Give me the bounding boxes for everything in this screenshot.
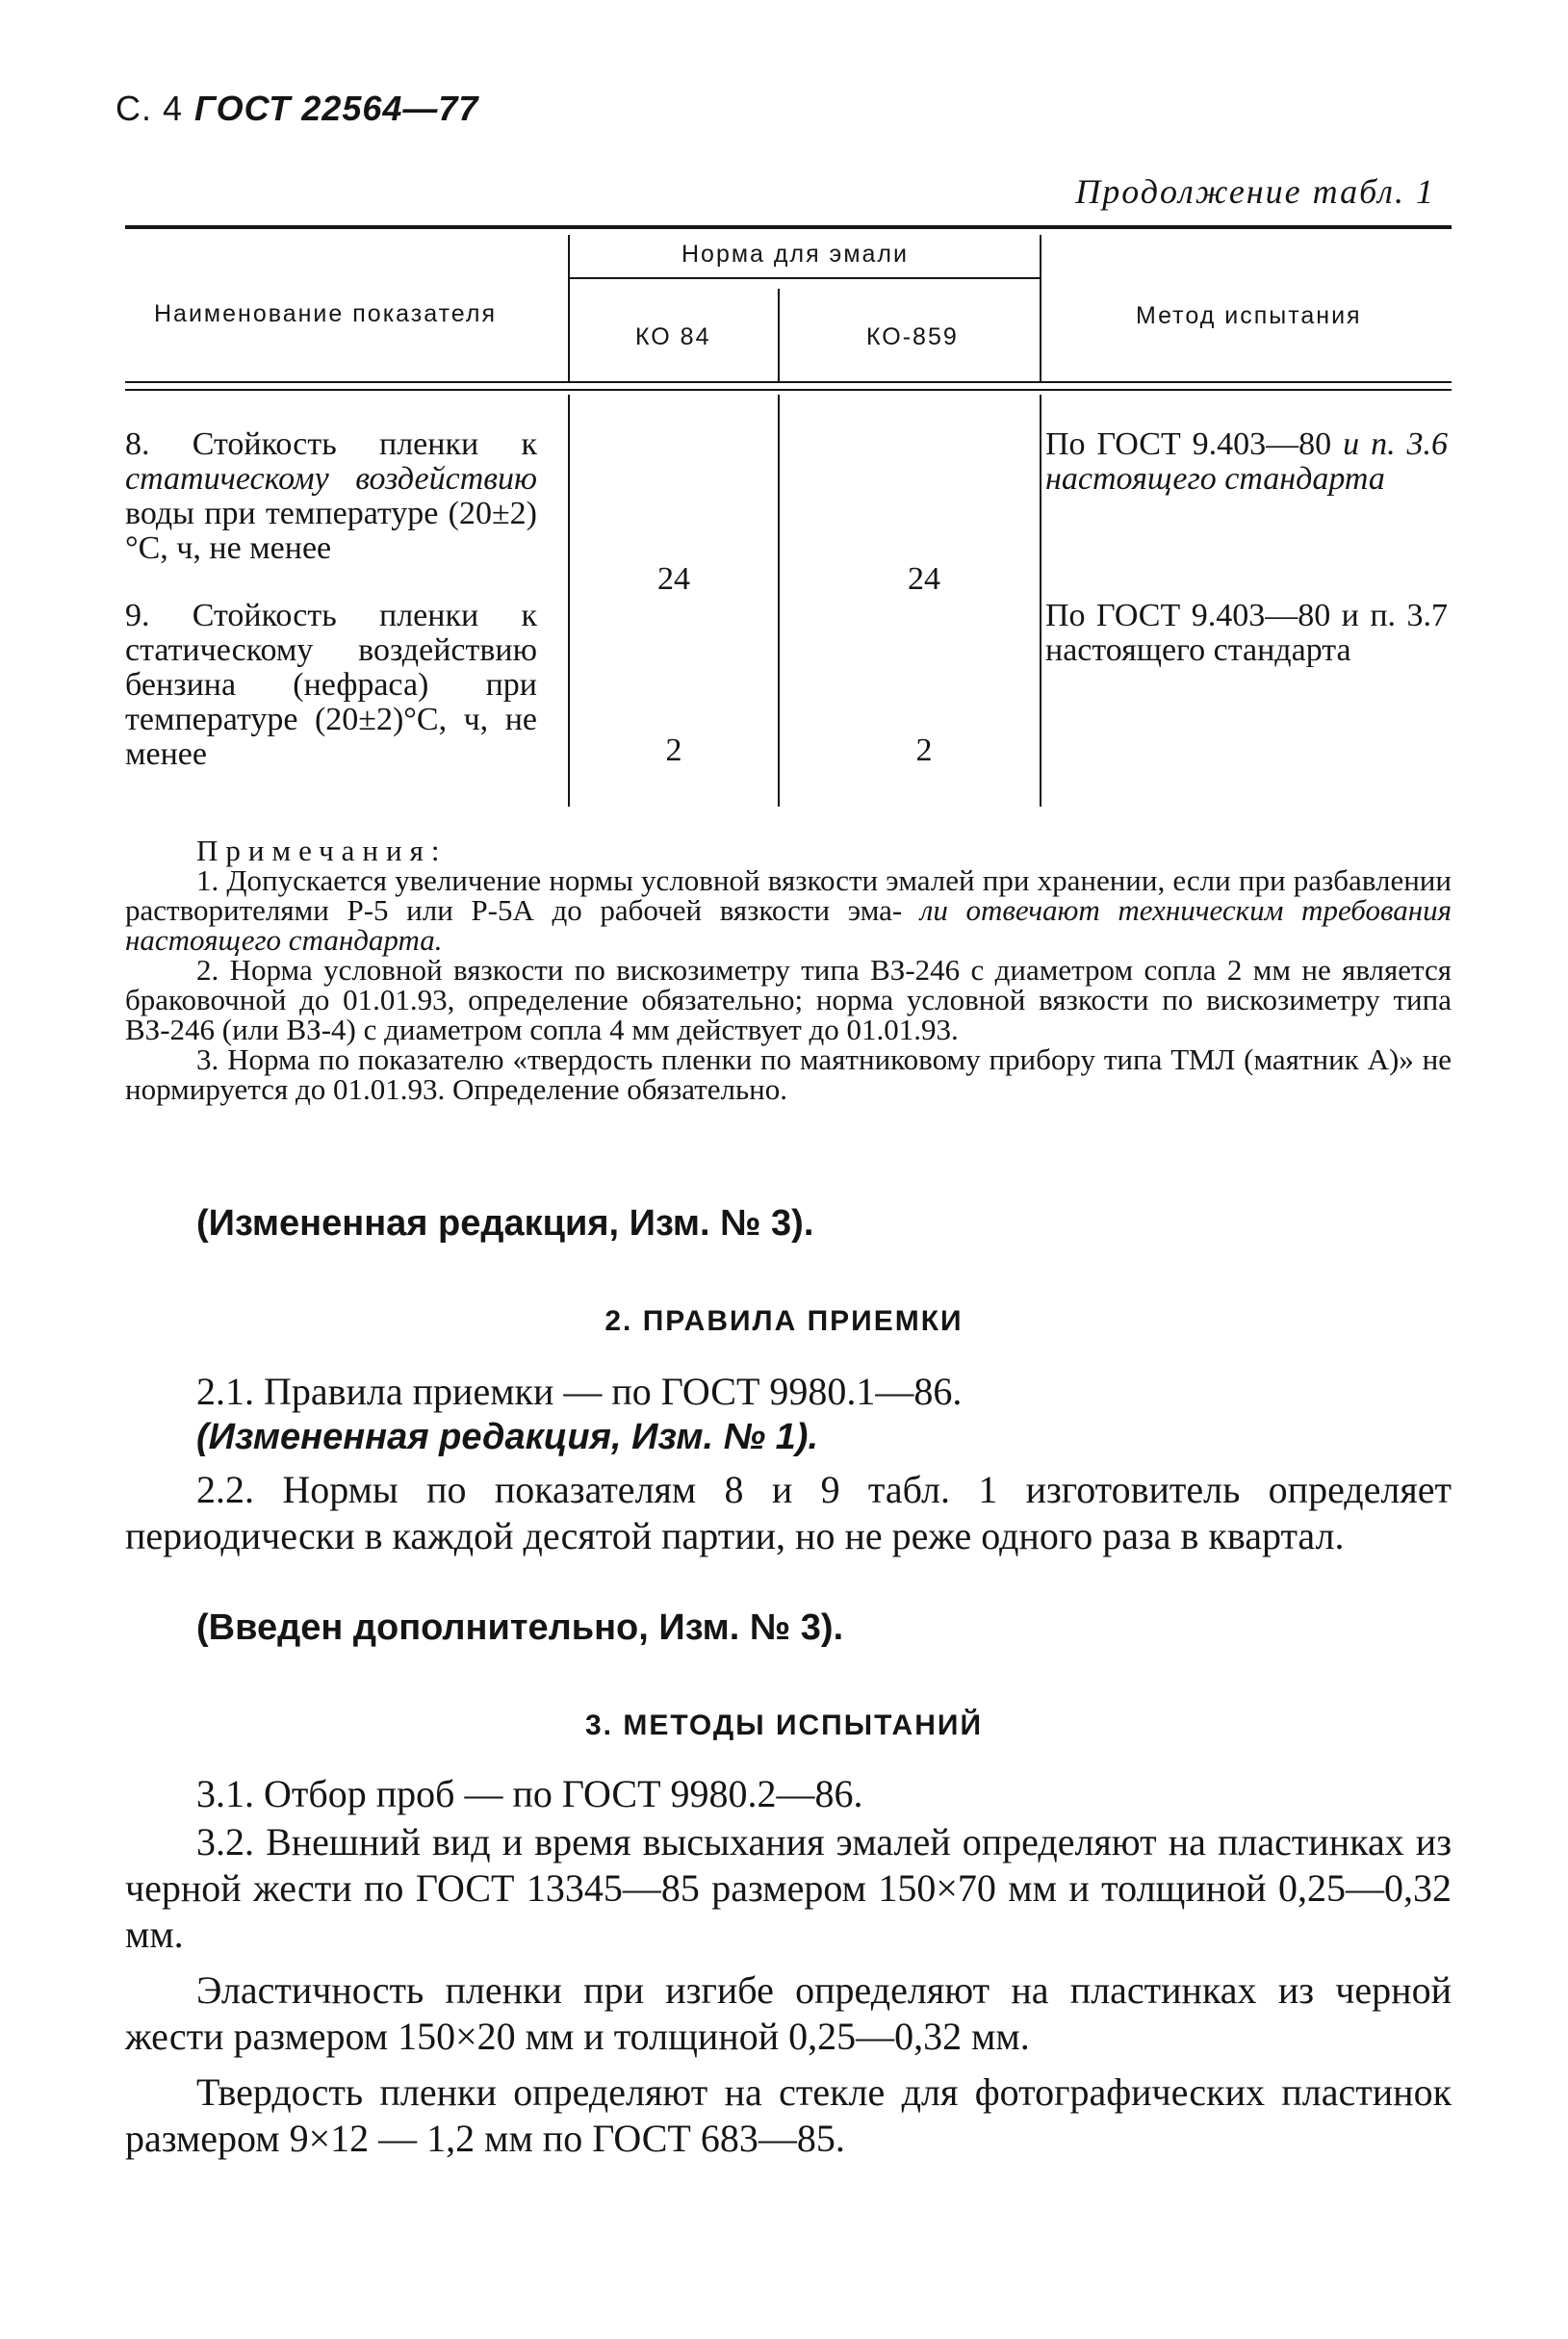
paragraph-2-1 (125, 1369, 1452, 1415)
table-header-rule-2 (125, 389, 1452, 391)
note-1-part-a: 1. Допускается увеличение нормы условной вязкости эмалей при хранении, если при разбавлении растворителями Р-5 или Р-5А до рабочей вязкости эма- (125, 863, 1452, 927)
paragraph-3-1 (125, 1771, 1452, 1817)
table-header-indicator: Наименование показателя (154, 300, 497, 327)
indicator-8-part-b: статическому воздействию (125, 461, 537, 497)
table-header-ko859: КО-859 (866, 323, 959, 350)
table-row-8-ko84: 24 (657, 561, 690, 597)
amendment-note-2: (Измененная редакция, Изм. № 1). (196, 1417, 819, 1457)
paragraph-elasticity (125, 1967, 1452, 2060)
paragraph-elasticity-text: Эластичность пленки при изгибе определяют на пластинках из черной жести размером 150×20 мм и толщиной 0,25—0,32 мм. (125, 1968, 1452, 2058)
page-number: С. 4 (116, 89, 184, 128)
table-notes (125, 835, 1452, 1104)
table-header-rule-1 (125, 381, 1452, 383)
note-3: 3. Норма по показателю «твердость пленки по маятниковому прибору типа ТМЛ (маятник А)» не нормируется до 01.01.93. Определение обязательно. (125, 1042, 1452, 1106)
table-header-method: Метод испытания (1136, 302, 1362, 329)
table-body-divider-1 (568, 395, 570, 807)
section-3-heading: 3. МЕТОДЫ ИСПЫТАНИЙ (585, 1709, 983, 1741)
table-row-9-ko84: 2 (665, 733, 682, 768)
note-2: 2. Норма условной вязкости по вискозиметру типа ВЗ-246 с диаметром сопла 2 мм не является браковочной до 01.01.93, определение обязательно; норма условной вязкости по вискозиметру типа ВЗ-246 (или ВЗ-4) с диаметром сопла 4 мм действует до 01.01.93. (125, 953, 1452, 1046)
table-row-8-indicator (125, 427, 537, 566)
table-row-9-ko859: 2 (915, 733, 933, 768)
table-header-norm: Норма для эмали (681, 241, 909, 268)
table-row-9-indicator: 9. Стойкость пленки к статическому воздействию бензина (нефраса) при температуре (20±2)°С, ч, не менее (125, 598, 537, 772)
paragraph-3-1-text: 3.1. Отбор проб — по ГОСТ 9980.2—86. (196, 1772, 863, 1815)
table-top-rule (125, 225, 1452, 229)
table-row-8-method (1045, 427, 1448, 497)
indicator-8-part-a: 8. Стойкость пленки к (125, 426, 537, 462)
table-header-ko84: КО 84 (635, 323, 711, 350)
table-row-8-ko859: 24 (908, 561, 940, 597)
note-1-part-b: ли отвечают техническим требования настоящего стандарта. (125, 893, 1452, 957)
paragraph-3-2 (125, 1819, 1452, 1958)
table-row-9-method: По ГОСТ 9.403—80 и п. 3.7 настоящего стандарта (1045, 598, 1448, 668)
standard-number: ГОСТ 22564—77 (194, 89, 479, 128)
table-column-divider-2 (778, 289, 780, 381)
table-body-divider-2 (778, 395, 780, 807)
running-header (116, 89, 478, 129)
paragraph-hardness-text: Твердость пленки определяют на стекле для фотографических пластинок размером 9×12 — 1,2 мм по ГОСТ 683—85. (125, 2070, 1452, 2160)
notes-title: Примечания: (196, 834, 448, 867)
paragraph-2-1-text: 2.1. Правила приемки — по ГОСТ 9980.1—86. (196, 1370, 963, 1413)
table-body-divider-3 (1040, 395, 1041, 807)
paragraph-2-2-text: 2.2. Нормы по показателям 8 и 9 табл. 1 изготовитель определяет периодически в каждой десятой партии, но не реже одного раза в квартал. (125, 1468, 1452, 1557)
paragraph-hardness (125, 2069, 1452, 2162)
amendment-note-1: (Измененная редакция, Изм. № 3). (196, 1203, 814, 1244)
method-8-part-a: По ГОСТ 9.403—80 (1045, 426, 1332, 462)
note-1 (125, 865, 1452, 955)
paragraph-3-2-text: 3.2. Внешний вид и время высыхания эмалей определяют на пластинках из черной жести по ГОСТ 13345—85 размером 150×70 мм и толщиной 0,25—0,32 мм. (125, 1820, 1452, 1956)
table-column-divider-1 (568, 235, 570, 381)
paragraph-2-2 (125, 1467, 1452, 1559)
section-2-heading: 2. ПРАВИЛА ПРИЕМКИ (604, 1305, 964, 1337)
table-norm-underline (570, 277, 1040, 279)
indicator-8-part-c: воды при температуре (20±2)°С, ч, не менее (125, 496, 537, 566)
method-8-part-b: и п. 3.6 настоящего стандарта (1045, 426, 1449, 497)
table-continuation-label: Продолжение табл. 1 (1075, 172, 1435, 211)
amendment-note-3: (Введен дополнительно, Изм. № 3). (196, 1607, 844, 1648)
table-column-divider-3 (1040, 235, 1041, 381)
